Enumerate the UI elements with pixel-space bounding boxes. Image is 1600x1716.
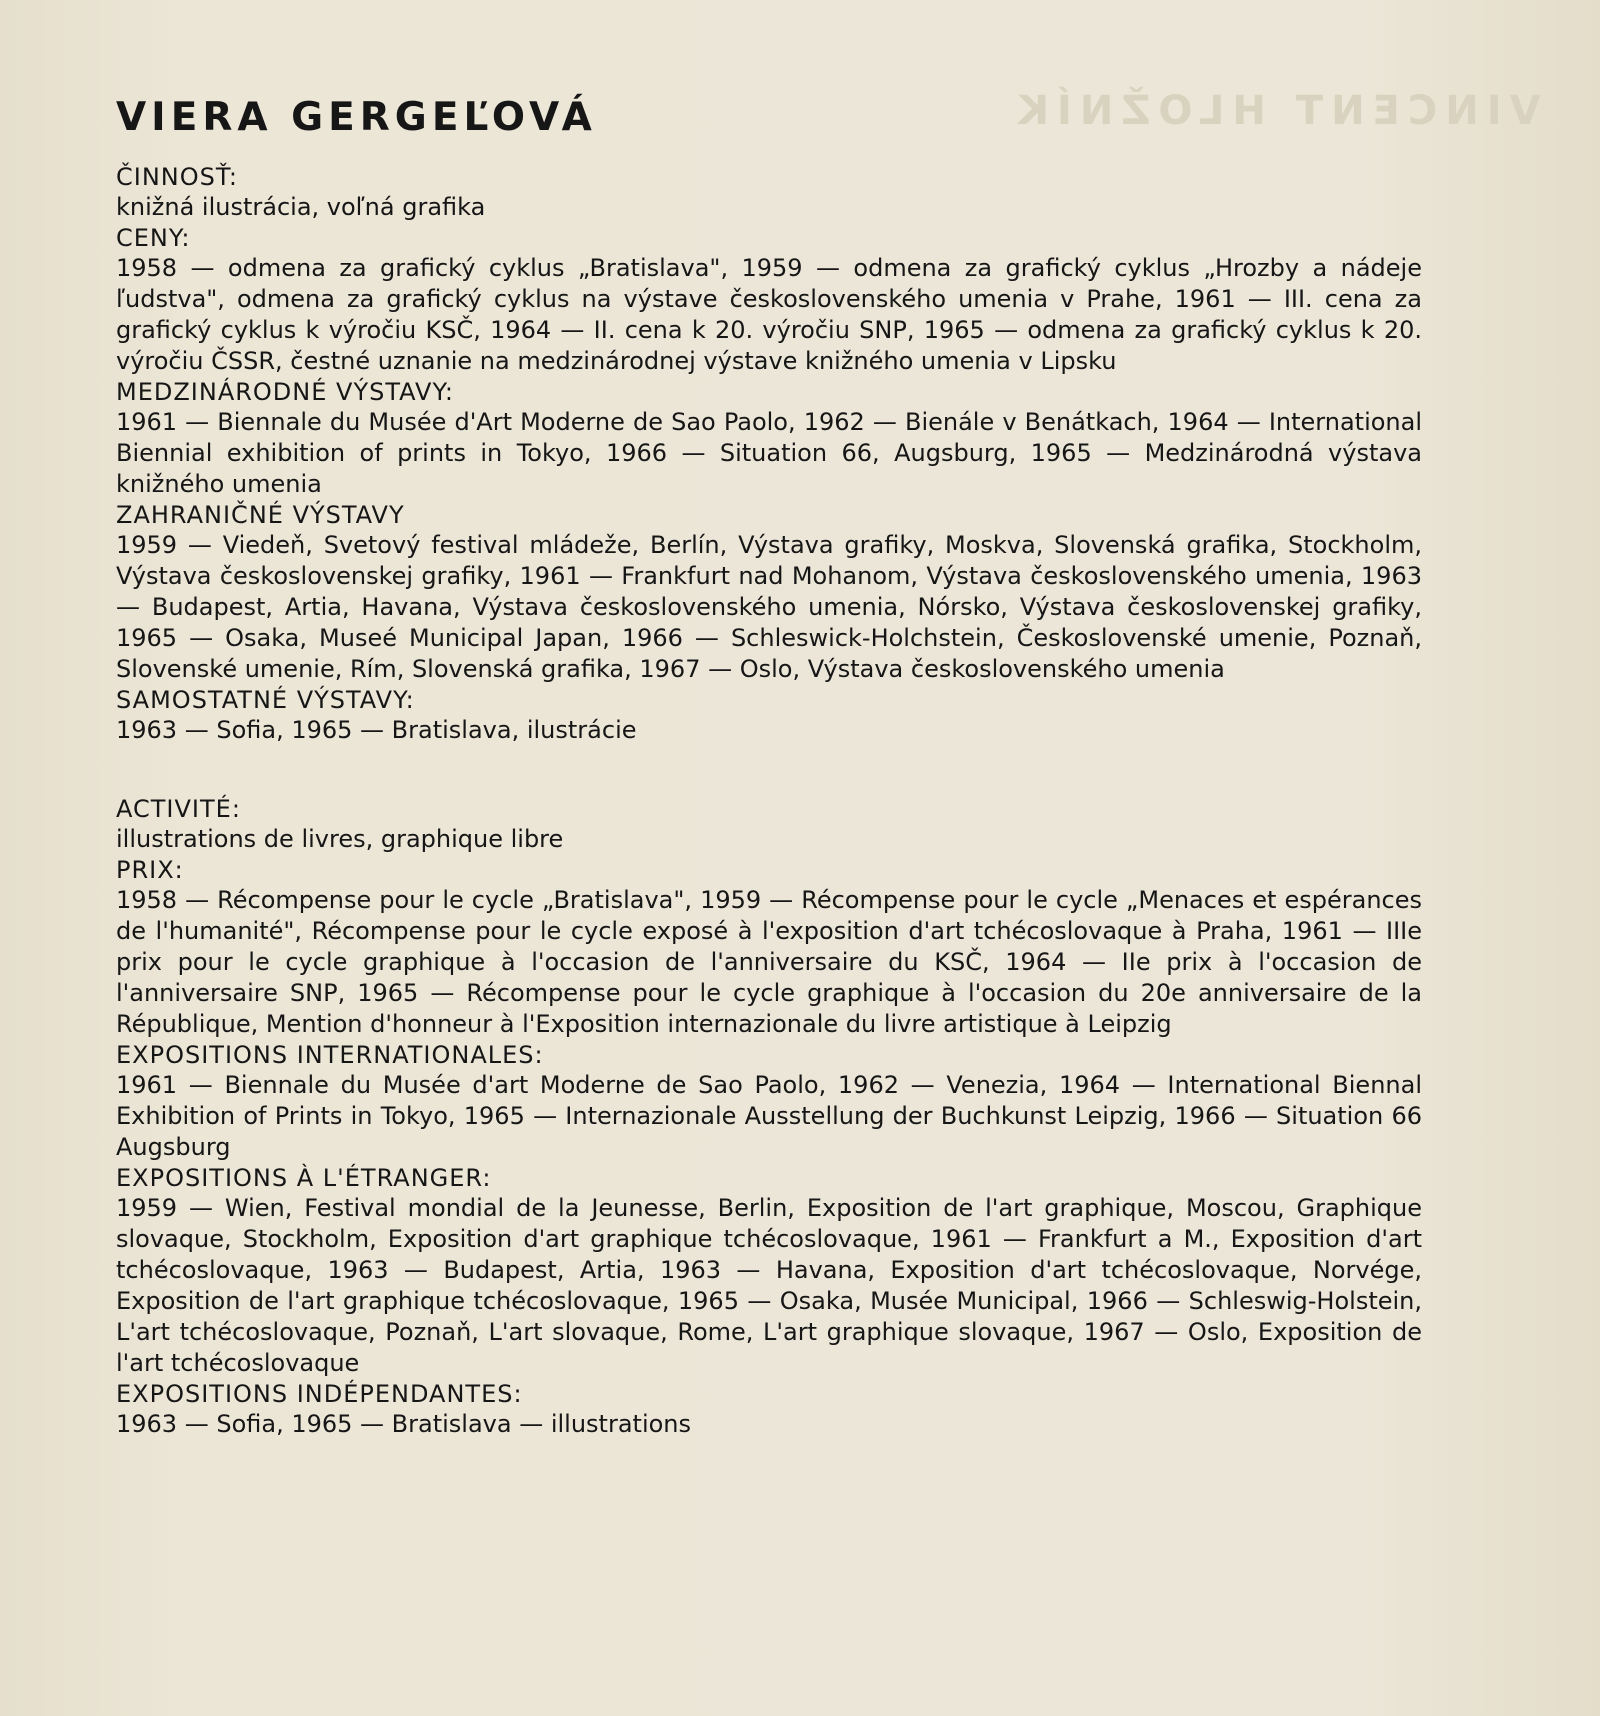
section-heading: EXPOSITIONS INDÉPENDANTES: bbox=[116, 1380, 523, 1408]
section-prix bbox=[116, 855, 1422, 1040]
section-text: knižná ilustrácia, voľná grafika bbox=[116, 193, 486, 221]
document-content bbox=[116, 96, 1422, 1440]
slovak-block bbox=[116, 162, 1422, 746]
section-samostatne-vystavy bbox=[116, 685, 1422, 746]
section-heading: ČINNOSŤ: bbox=[116, 163, 238, 191]
section-heading: MEDZINÁRODNÉ VÝSTAVY: bbox=[116, 378, 455, 406]
section-medzinarodne-vystavy bbox=[116, 377, 1422, 500]
bleed-through-title: VINCENT HLOŽNÍK bbox=[1010, 88, 1541, 134]
section-heading: PRIX: bbox=[116, 856, 184, 884]
section-expositions-independantes bbox=[116, 1379, 1422, 1440]
section-heading: SAMOSTATNÉ VÝSTAVY: bbox=[116, 686, 415, 714]
section-zahranicne-vystavy bbox=[116, 500, 1422, 685]
section-heading: ACTIVITÉ: bbox=[116, 795, 241, 823]
section-heading: EXPOSITIONS À L'ÉTRANGER: bbox=[116, 1164, 492, 1192]
section-activite bbox=[116, 794, 1422, 855]
section-text: 1961 — Biennale du Musée d'Art Moderne de Sao Paolo, 1962 — Bienále v Benátkach, 1964 — International Biennial exhibition of prints in Tokyo, 1966 — Situation 66, Augsburg, 1965 — Medzinárodná výstava knižného umenia bbox=[116, 408, 1422, 498]
section-text: 1958 — Récompense pour le cycle „Bratislava", 1959 — Récompense pour le cycle „Menaces et espérances de l'humanité", Récompense pour le cycle exposé à l'exposition d'art tchécoslovaque à Praha, 1961 — IIIe prix pour le cycle graphique à l'occasion de l'anniversaire du KSČ, 1964 — IIe prix à l'occasion de l'anniversaire SNP, 1965 — Récompense pour le cycle graphique à l'occasion du 20e anniversaire de la République, Mention d'honneur à l'Exposition internazionale du livre artistique à Leipzig bbox=[116, 886, 1422, 1038]
section-heading: ZAHRANIČNÉ VÝSTAVY bbox=[116, 501, 405, 529]
section-expositions-etranger bbox=[116, 1163, 1422, 1379]
section-cinnost bbox=[116, 162, 1422, 223]
section-text: 1959 — Viedeň, Svetový festival mládeže, Berlín, Výstava grafiky, Moskva, Slovenská grafika, Stockholm, Výstava československej grafiky, 1961 — Frankfurt nad Mohanom, Výstava československého umenia, 1963 — Budapest, Artia, Havana, Výstava československého umenia, Nórsko, Výstava československej grafiky, 1965 — Osaka, Museé Municipal Japan, 1966 — Schleswick-Holchstein, Československé umenie, Poznaň, Slovenské umenie, Rím, Slovenská grafika, 1967 — Oslo, Výstava československého umenia bbox=[116, 531, 1422, 683]
section-ceny bbox=[116, 223, 1422, 377]
section-text: 1961 — Biennale du Musée d'art Moderne de Sao Paolo, 1962 — Venezia, 1964 — International Biennal Exhibition of Prints in Tokyo, 1965 — Internazionale Ausstellung der Buchkunst Leipzig, 1966 — Situation 66 Augsburg bbox=[116, 1071, 1422, 1161]
section-text: 1963 — Sofia, 1965 — Bratislava, ilustrácie bbox=[116, 716, 637, 744]
section-text: 1963 — Sofia, 1965 — Bratislava — illustrations bbox=[116, 1410, 692, 1438]
section-text: illustrations de livres, graphique libre bbox=[116, 825, 564, 853]
section-heading: CENY: bbox=[116, 224, 191, 252]
section-heading: EXPOSITIONS INTERNATIONALES: bbox=[116, 1041, 544, 1069]
spacer bbox=[116, 746, 1422, 794]
artist-name: VIERA GERGEĽOVÁ bbox=[116, 95, 597, 140]
section-text: 1959 — Wien, Festival mondial de la Jeunesse, Berlin, Exposition de l'art graphique, Moscou, Graphique slovaque, Stockholm, Exposition d'art graphique tchécoslovaque, 1961 — Frankfurt a M., Exposition d'art tchécoslovaque, 1963 — Budapest, Artia, 1963 — Havana, Exposition d'art tchécoslovaque, Norvége, Exposition de l'art graphique tchécoslovaque, 1965 — Osaka, Musée Municipal, 1966 — Schleswig-Holstein, L'art tchécoslovaque, Poznaň, L'art slovaque, Rome, L'art graphique slovaque, 1967 — Oslo, Exposition de l'art tchécoslovaque bbox=[116, 1194, 1422, 1377]
section-text: 1958 — odmena za grafický cyklus „Bratislava", 1959 — odmena za grafický cyklus „Hrozby a nádeje ľudstva", odmena za grafický cyklus na výstave československého umenia v Prahe, 1961 — III. cena za grafický cyklus k výročiu KSČ, 1964 — II. cena k 20. výročiu SNP, 1965 — odmena za grafický cyklus k 20. výročiu ČSSR, čestné uznanie na medzinárodnej výstave knižného umenia v Lipsku bbox=[116, 254, 1422, 375]
section-expositions-internationales bbox=[116, 1040, 1422, 1163]
french-block bbox=[116, 794, 1422, 1440]
